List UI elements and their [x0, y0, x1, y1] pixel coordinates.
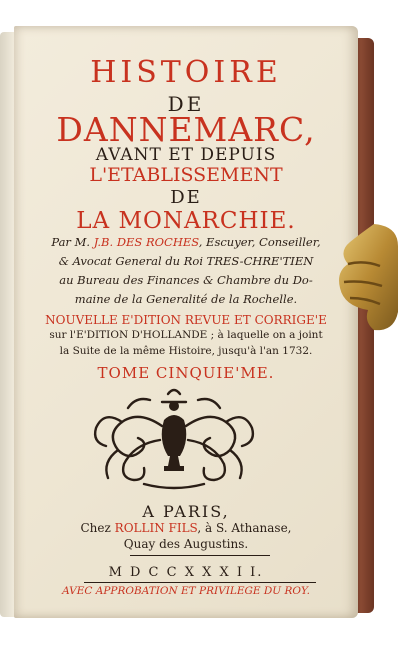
author-prefix: Par M.	[51, 235, 94, 249]
publisher-name: ROLLIN FILS	[114, 521, 198, 535]
title-line-de-1: DE	[167, 92, 205, 116]
imprint-year: M D C C X X X I I.	[108, 565, 264, 580]
imprint-place: A PARIS,	[142, 502, 230, 521]
title-line-etablissement: L'ETABLISSEMENT	[89, 164, 283, 186]
title-line-dannemarc: DANNEMARC,	[56, 110, 316, 149]
divider-rule-top	[130, 555, 270, 556]
edition-line-2: sur l'E'DITION D'HOLLANDE ; à laquelle on a joint	[49, 329, 323, 341]
edition-line-3: la Suite de la même Histoire, jusqu'à l'an 1732.	[59, 345, 313, 357]
edition-line-1: NOUVELLE E'DITION REVUE ET CORRIGE'E	[45, 313, 327, 327]
title-line-avant: AVANT ET DEPUIS	[95, 145, 277, 165]
imprint-publisher-line-2: Quay des Augustins.	[123, 537, 249, 551]
brass-clasp-icon	[334, 222, 400, 334]
author-line-2: & Avocat General du Roi TRES-CHRE'TIEN	[58, 254, 314, 268]
divider-rule-bottom	[84, 582, 316, 583]
author-name: J.B. DES ROCHES	[93, 235, 199, 249]
publisher-address: , à S. Athanase,	[197, 521, 292, 535]
author-line-4: maine de la Generalité de la Rochelle.	[74, 292, 298, 306]
title-line-de-2: DE	[170, 187, 202, 208]
fleuron-vase-icon	[84, 380, 264, 495]
author-line-1	[14, 237, 358, 249]
imprint-publisher-line-1	[14, 522, 358, 534]
volume-line: TOME CINQUIE'ME.	[97, 364, 275, 382]
privilege-line: AVEC APPROBATION ET PRIVILEGE DU ROY.	[62, 585, 310, 597]
title-line-histoire: HISTOIRE	[90, 55, 282, 90]
author-suffix: , Escuyer, Conseiller,	[198, 235, 321, 249]
publisher-prefix: Chez	[80, 521, 115, 535]
title-line-monarchie: LA MONARCHIE.	[76, 208, 296, 234]
author-line-3: au Bureau des Finances & Chambre du Do-	[59, 273, 313, 287]
